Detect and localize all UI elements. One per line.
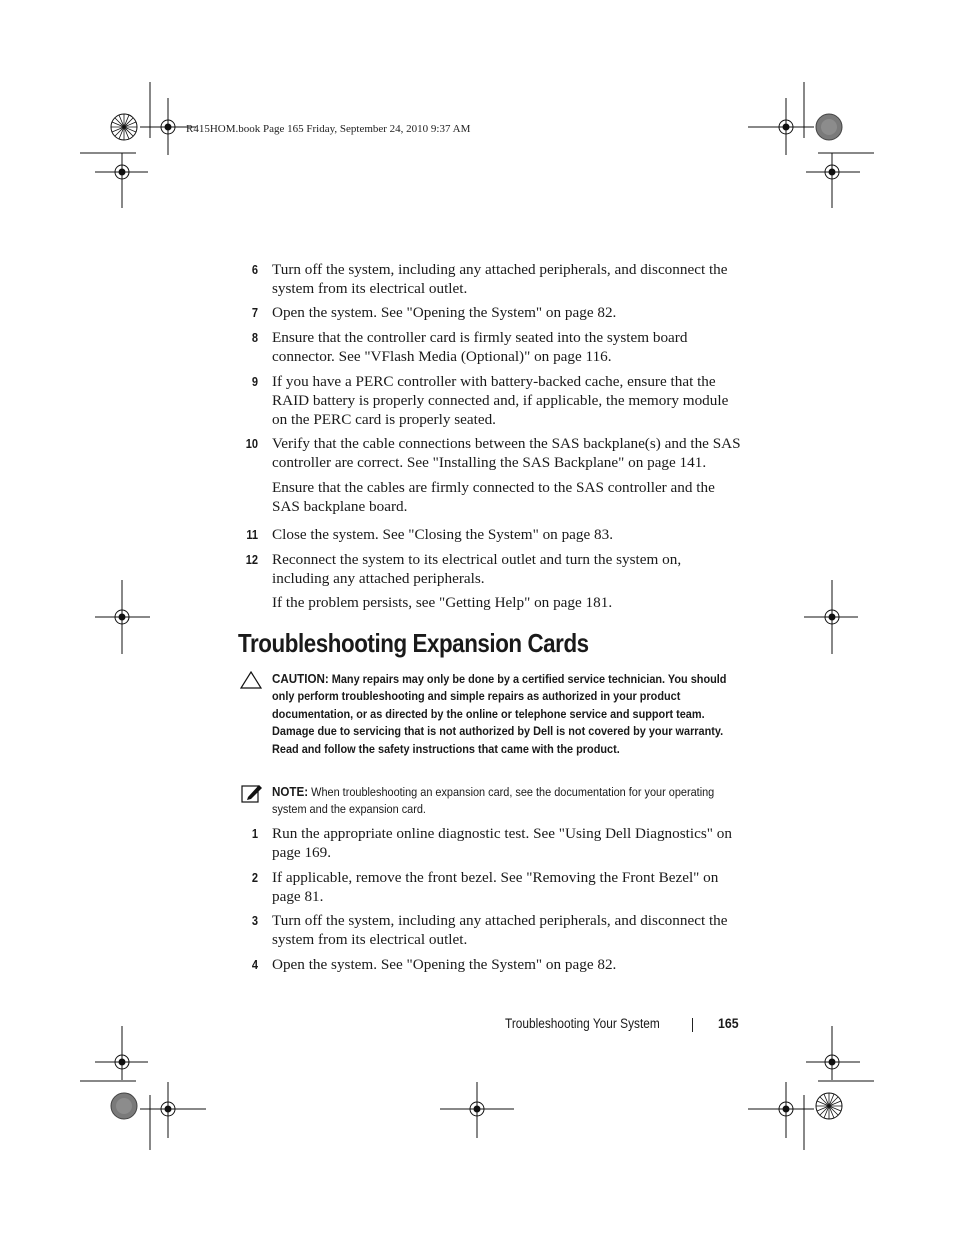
note-pencil-icon [241, 782, 263, 804]
step-number: 3 [251, 913, 258, 928]
step-12-followup: If the problem persists, see "Getting Help" on page 181. [272, 594, 613, 611]
step-text: Turn off the system, including any attached peripherals, and disconnect the system from its electrical outlet. [272, 261, 728, 297]
print-header-stamp: R415HOM.book Page 165 Friday, September 24, 2010 9:37 AM [186, 123, 471, 135]
step-number: 9 [251, 374, 258, 389]
step-text: Close the system. See "Closing the System" on page 83. [272, 526, 614, 543]
caution-triangle-icon [239, 670, 263, 690]
step-10-followup: Ensure that the cables are firmly connected to the SAS controller and the SAS backplane board. [272, 479, 715, 515]
step-text: If you have a PERC controller with battery-backed cache, ensure that the RAID battery is properly connected and, if applicable, the memory module on the PERC card is properly seated. [272, 373, 729, 428]
footer-divider [692, 1018, 693, 1032]
step-number: 4 [251, 957, 258, 972]
step-text: Run the appropriate online diagnostic test. See "Using Dell Diagnostics" on page 169. [272, 825, 732, 861]
caution-label: CAUTION: [272, 671, 329, 686]
step-text: Turn off the system, including any attached peripherals, and disconnect the system from its electrical outlet. [272, 912, 728, 948]
step-number: 8 [251, 330, 258, 345]
note-label: NOTE: [272, 784, 309, 799]
note-callout [272, 783, 730, 819]
step-number: 12 [245, 552, 258, 567]
step-number: 2 [251, 870, 258, 885]
section-title: Troubleshooting Expansion Cards [238, 628, 589, 658]
step-number: 10 [245, 436, 258, 451]
step-text: Open the system. See "Opening the System" on page 82. [272, 956, 617, 973]
step-text: Ensure that the controller card is firmly seated into the system board connector. See "VFlash Media (Optional)" on page 116. [272, 329, 688, 365]
step-number: 6 [251, 262, 258, 277]
step-text: Reconnect the system to its electrical outlet and turn the system on, including any attached peripherals. [272, 551, 682, 587]
step-number: 7 [251, 305, 258, 320]
step-text: Verify that the cable connections between the SAS backplane(s) and the SAS controller are correct. See "Installing the SAS Backplane" on page 141. [272, 435, 741, 471]
note-text: When troubleshooting an expansion card, see the documentation for your operating system and the expansion card. [272, 785, 715, 817]
caution-callout [272, 670, 730, 758]
step-number: 1 [251, 826, 258, 841]
step-number: 11 [246, 527, 258, 542]
step-text: If applicable, remove the front bezel. See "Removing the Front Bezel" on page 81. [272, 869, 719, 905]
page-number: 165 [718, 1015, 739, 1031]
footer-chapter-title: Troubleshooting Your System [505, 1016, 660, 1031]
step-text: Open the system. See "Opening the System" on page 82. [272, 304, 617, 321]
caution-text: Many repairs may only be done by a certified service technician. You should only perform troubleshooting and simple repairs as authorized in your product documentation, or as directed by the online or telephone service and support team. Damage due to servicing that is not authorized by Dell is not covered by your warranty. Read and follow the safety instructions that came with the product. [272, 672, 727, 756]
